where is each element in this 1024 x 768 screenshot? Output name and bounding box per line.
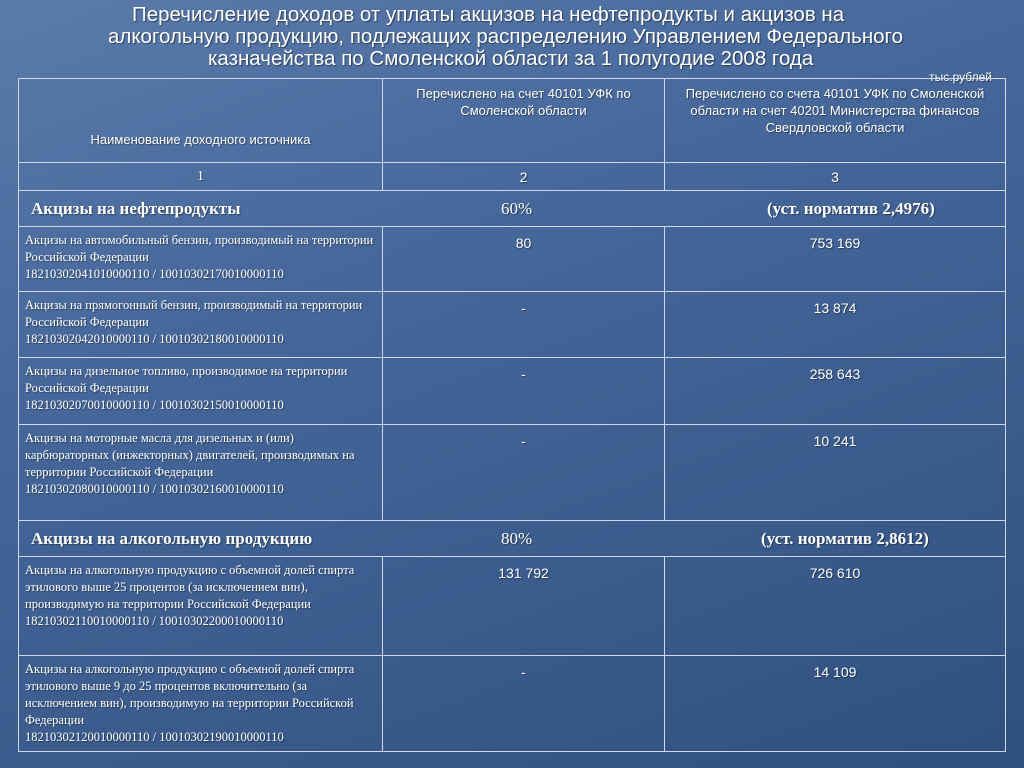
row-desc-text: Акцизы на прямогонный бензин, производимый на территории Российской Федерации [25, 298, 363, 329]
row-code: 18210302110010000110 / 10010302200010000110 [25, 614, 284, 628]
row-code: 18210302080010000110 / 10010302160010000110 [25, 482, 284, 496]
section-alcohol [19, 521, 1006, 557]
header-source-name: Наименование доходного источника [19, 79, 383, 163]
row-value-3: 753 169 [665, 227, 1006, 292]
row-description [19, 425, 383, 521]
row-code: 18210302070010000110 / 10010302150010000110 [25, 398, 284, 412]
section-oil-pct: 60% [501, 198, 533, 218]
row-desc-text: Акцизы на алкогольную продукцию с объемной долей спирта этилового выше 9 до 25 процентов включительно (за исключением вин), производимую на территории Российской Федерации [25, 662, 355, 727]
header-row [19, 79, 1006, 163]
table-row [19, 656, 1006, 752]
row-value-3: 258 643 [665, 358, 1006, 425]
section-alcohol-norm: (уст. норматив 2,8612) [761, 528, 929, 548]
row-value-2: - [383, 425, 665, 521]
row-description [19, 227, 383, 292]
header-transferred-to: Перечислено на счет 40101 УФК по Смоленской области [383, 79, 665, 163]
row-desc-text: Акцизы на моторные масла для дизельных и (или) карбюраторных (инжекторных) двигателей, производимых на территории Российской Федерации [25, 431, 355, 479]
row-desc-text: Акцизы на дизельное топливо, производимое на территории Российской Федерации [25, 364, 348, 395]
row-code: 18210302042010000110 / 10010302180010000110 [25, 332, 284, 346]
col-number-1: 1 [19, 163, 383, 191]
row-description [19, 557, 383, 656]
header-transferred-from: Перечислено со счета 40101 УФК по Смоленской области на счет 40201 Министерства финансов Свердловской области [665, 79, 1006, 163]
table-row [19, 292, 1006, 358]
row-value-3: 726 610 [665, 557, 1006, 656]
column-number-row [19, 163, 1006, 191]
section-row-oil [19, 191, 1006, 227]
row-value-3: 10 241 [665, 425, 1006, 521]
row-value-2: - [383, 656, 665, 752]
title-line-3: казначейства по Смоленской области за 1 полугодие 2008 года [208, 47, 814, 70]
row-code: 18210302120010000110 / 10010302190010000110 [25, 730, 284, 744]
title-line-2: алкогольную продукцию, подлежащих распределению Управлением Федерального [108, 25, 903, 48]
row-value-2: - [383, 358, 665, 425]
section-oil-norm: (уст. норматив 2,4976) [767, 198, 935, 218]
row-description [19, 656, 383, 752]
row-desc-text: Акцизы на алкогольную продукцию с объемной долей спирта этилового выше 25 процентов (за исключением вин), производимую на территории Российской Федерации [25, 563, 355, 611]
section-oil [19, 191, 1006, 227]
revenue-table [18, 78, 1006, 752]
units-label: тыс.рублей [929, 70, 992, 84]
row-code: 18210302041010000110 / 10010302170010000110 [25, 267, 284, 281]
row-value-2: - [383, 292, 665, 358]
table-row [19, 425, 1006, 521]
slide-title [60, 4, 1010, 70]
row-value-2: 80 [383, 227, 665, 292]
table-row [19, 358, 1006, 425]
row-value-3: 13 874 [665, 292, 1006, 358]
row-description [19, 358, 383, 425]
row-value-3: 14 109 [665, 656, 1006, 752]
table-row [19, 227, 1006, 292]
row-value-2: 131 792 [383, 557, 665, 656]
row-desc-text: Акцизы на автомобильный бензин, производимый на территории Российской Федерации [25, 233, 374, 264]
col-number-3: 3 [665, 163, 1006, 191]
section-row-alcohol [19, 521, 1006, 557]
col-number-2: 2 [383, 163, 665, 191]
row-description [19, 292, 383, 358]
section-alcohol-pct: 80% [501, 528, 533, 548]
table-row [19, 557, 1006, 656]
section-oil-name: Акцизы на нефтепродукты [31, 198, 241, 218]
section-alcohol-name: Акцизы на алкогольную продукцию [31, 528, 313, 548]
title-line-1: Перечисление доходов от уплаты акцизов на нефтепродукты и акцизов на [132, 3, 845, 26]
